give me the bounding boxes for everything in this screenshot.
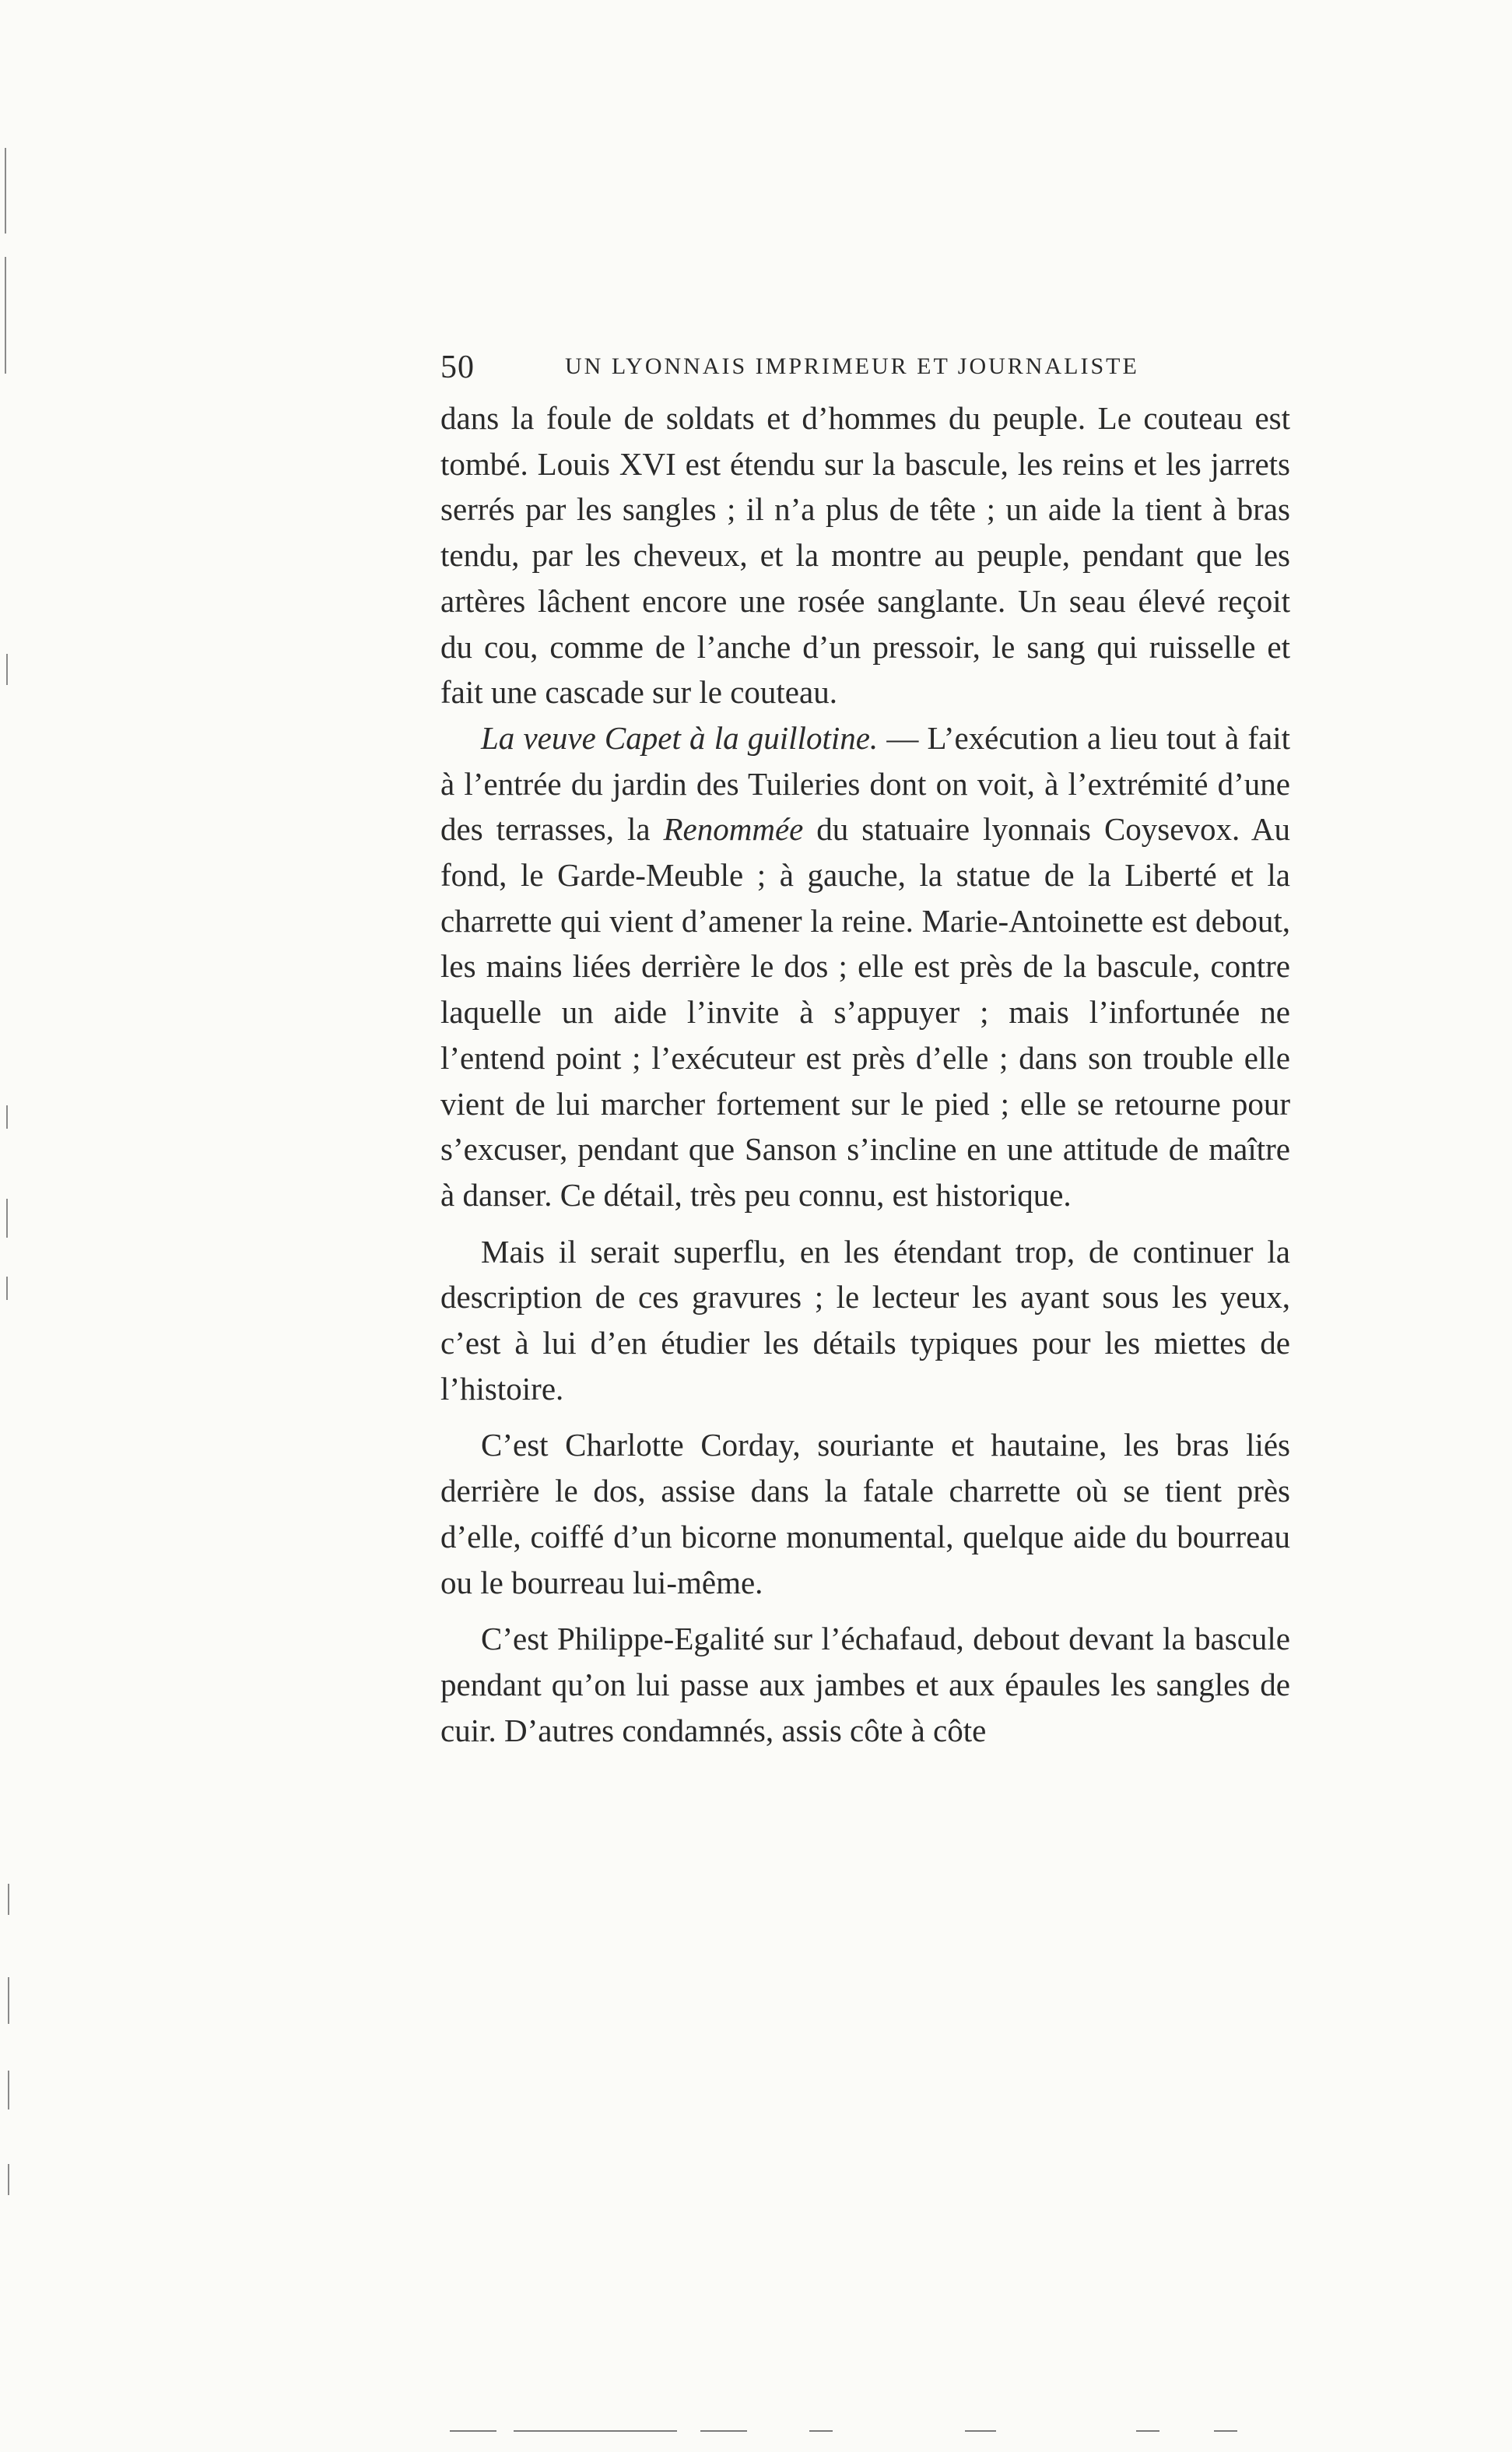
running-title: UN LYONNAIS IMPRIMEUR ET JOURNALISTE xyxy=(565,353,1139,379)
paragraph-charlotte-corday xyxy=(440,1422,1290,1605)
scan-edge-mark xyxy=(5,148,6,234)
scan-edge-mark xyxy=(8,1977,9,2024)
page-header xyxy=(440,349,1290,395)
paragraph-text: dans la foule de soldats et d’hommes du peuple. Le couteau est tombé. Louis XVI est étendu sur la bascule, les reins et les jarrets serrés par les sangles ; il n’a plus de tête ; un aide la tient à bras tendu, par les cheveux, et la montre au peuple, pendant que les artères lâchent encore une rosée sanglante. Un seau élevé reçoit du cou, comme de l’anche d’un pressoir, le sang qui ruisselle et fait une cascade sur le couteau. xyxy=(440,400,1290,711)
page-number: 50 xyxy=(440,350,475,385)
scan-edge-mark xyxy=(5,257,6,374)
scan-edge-mark xyxy=(6,1277,8,1300)
footer-rule-segment xyxy=(809,2430,833,2432)
scan-edge-mark xyxy=(8,2071,9,2109)
paragraph-text: C’est Charlotte Corday, souriante et hautaine, les bras liés derrière le dos, assise dans la fatale charrette où se tient près d’elle, coiffé d’un bicorne monumental, quelque aide du bourreau ou le bourreau lui-même. xyxy=(440,1427,1290,1600)
scan-edge-mark xyxy=(6,1105,8,1129)
paragraph-continuation xyxy=(440,395,1290,715)
footer-rule-segment xyxy=(1214,2430,1237,2432)
body-text xyxy=(440,395,1290,1753)
paragraph-text: C’est Philippe-Egalité sur l’échafaud, debout devant la bascule pendant qu’on lui passe aux jambes et aux épaules les sangles de cuir. D’autres condamnés, assis côte à côte xyxy=(440,1621,1290,1748)
scan-edge-mark xyxy=(8,2164,9,2195)
scan-edge-mark xyxy=(6,654,8,685)
paragraph-veuve-capet xyxy=(440,715,1290,1218)
paragraph-superflu xyxy=(440,1229,1290,1412)
footer-rule-segment xyxy=(965,2430,996,2432)
footer-rule-segment xyxy=(700,2430,747,2432)
paragraph-text: du statuaire lyonnais Coysevox. Au fond, le Garde-Meuble ; à gauche, la statue de la Liberté et la charrette qui vient d’amener la reine. Marie-Antoinette est debout, les mains liées derrière le dos ; elle est près de la bascule, contre laquelle un aide l’invite à s’appuyer ; mais l’infortunée ne l’entend point ; l’exécuteur est près d’elle ; dans son trouble elle vient de lui marcher fortement sur le pied ; elle se retourne pour s’excuser, pendant que Sanson s’incline en une attitude de maître à danser. Ce détail, très peu connu, est historique. xyxy=(440,811,1290,1213)
scan-edge-mark xyxy=(6,1199,8,1238)
footer-rule-segment xyxy=(514,2430,677,2432)
paragraph-text: Mais il serait superflu, en les étendant trop, de continuer la description de ces gravures ; le lecteur les ayant sous les yeux, c’est à lui d’en étudier les détails typiques pour les miettes de l’histoire. xyxy=(440,1233,1290,1407)
italic-title: Renommée xyxy=(663,811,804,848)
section-heading: La veuve Capet à la guillotine. xyxy=(481,719,879,756)
footer-rule-segment xyxy=(450,2430,496,2432)
paragraph-philippe-egalite xyxy=(440,1616,1290,1753)
scan-edge-mark xyxy=(8,1884,9,1915)
footer-rule-segment xyxy=(1136,2430,1159,2432)
paragraph-text: — L’exécution a lieu tout à fait à l’entrée du jardin des Tuileries dont on voit, à l’extrémité d’une des terrasses, la xyxy=(440,719,1290,848)
